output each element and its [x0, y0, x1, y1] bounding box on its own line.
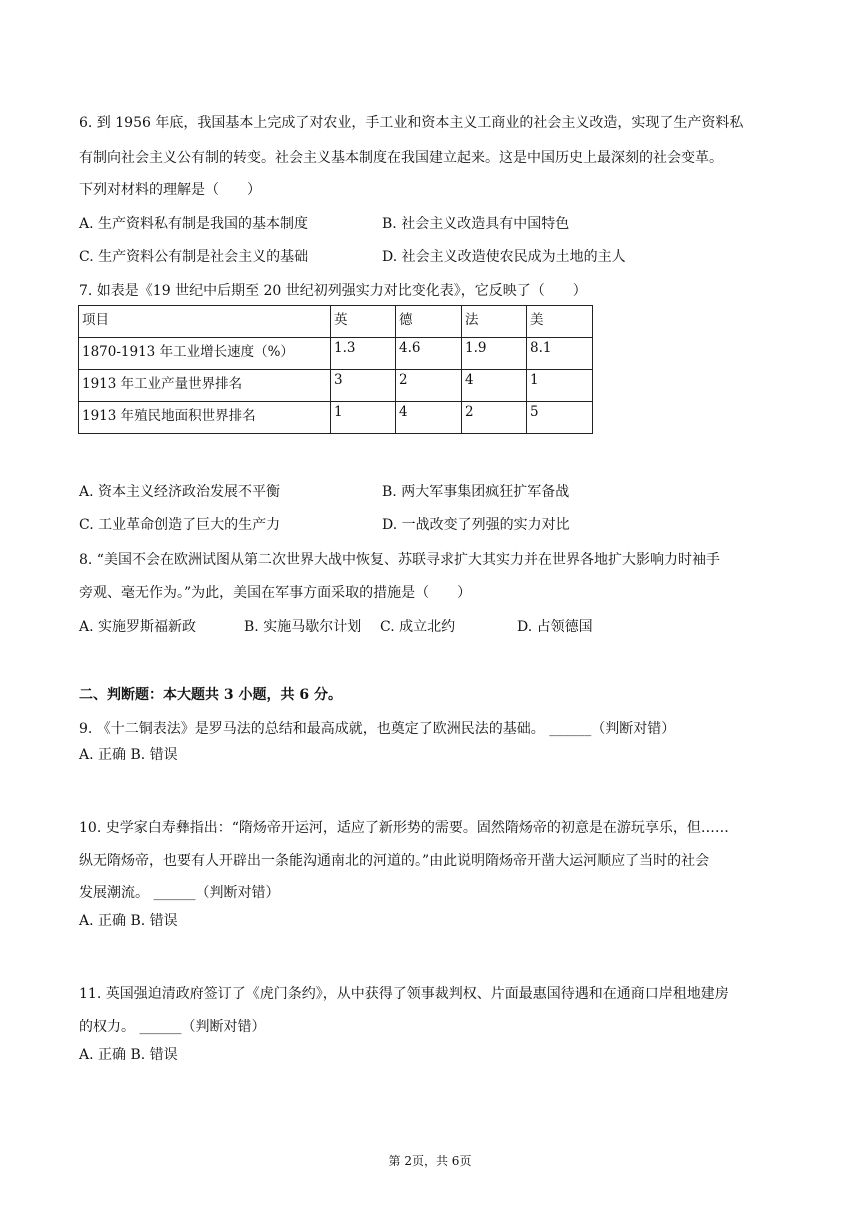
table-cell: 3: [331, 370, 396, 402]
q10-stem-line-3: 发展潮流。 ______（判断对错）: [79, 885, 280, 901]
table-header-cell: 项目: [79, 306, 331, 338]
q10-stem-line-2: 纵无隋炀帝，也要有人开辟出一条能沟通南北的河道的。”由此说明隋炀帝开凿大运河顺应了当时的社会: [79, 853, 710, 869]
table-header-cell: 法: [462, 306, 527, 338]
table-cell: 8.1: [527, 338, 593, 370]
table-row: [79, 338, 593, 370]
table-cell: 4.6: [396, 338, 462, 370]
q8-option-a: A. 实施罗斯福新政: [79, 619, 197, 635]
q6-option-b: B. 社会主义改造具有中国特色: [382, 216, 570, 232]
table-cell: 4: [396, 402, 462, 434]
q8-option-d: D. 占领德国: [517, 619, 593, 635]
q6-option-c: C. 生产资料公有制是社会主义的基础: [79, 249, 309, 265]
table-header-cell: 美: [527, 306, 593, 338]
table-header-cell: 德: [396, 306, 462, 338]
page-number: 第 2页，共 6页: [388, 1154, 472, 1168]
table-cell: 4: [462, 370, 527, 402]
section-title: 二、判断题：本大题共 3 小题，共 6 分。: [79, 687, 342, 703]
table-cell: 2: [462, 402, 527, 434]
q6-option-a: A. 生产资料私有制是我国的基本制度: [79, 216, 309, 232]
table-header-cell: 英: [331, 306, 396, 338]
q11-stem-line-1: 11. 英国强迫清政府签订了《虎门条约》，从中获得了领事裁判权、片面最惠国待遇和在通商口岸租地建房: [79, 986, 729, 1002]
q7-option-a: A. 资本主义经济政治发展不平衡: [79, 484, 281, 500]
q10-options: A. 正确 B. 错误: [79, 913, 178, 929]
power-comparison-table: [78, 305, 593, 434]
q9-options: A. 正确 B. 错误: [79, 747, 178, 763]
q8-option-c: C. 成立北约: [380, 619, 456, 635]
q11-options: A. 正确 B. 错误: [79, 1047, 178, 1063]
q7-stem: 7. 如表是《19 世纪中后期至 20 世纪初列强实力对比变化表》，它反映了（ ）: [79, 283, 587, 299]
table-cell: 1: [527, 370, 593, 402]
q7-option-b: B. 两大军事集团疯狂扩军备战: [382, 484, 570, 500]
table-cell: 5: [527, 402, 593, 434]
table-cell: 1870-1913 年工业增长速度（%）: [79, 338, 331, 370]
table-header-row: [79, 306, 593, 338]
q6-option-d: D. 社会主义改造使农民成为土地的主人: [382, 249, 626, 265]
table-cell: 1.3: [331, 338, 396, 370]
q8-stem-line-1: 8. “美国不会在欧洲试图从第二次世界大战中恢复、苏联寻求扩大其实力并在世界各地扩大影响力时袖手: [79, 552, 720, 568]
q6-stem-line-1: 6. 到 1956 年底，我国基本上完成了对农业，手工业和资本主义工商业的社会主义改造，实现了生产资料私: [79, 115, 744, 131]
table-row: [79, 402, 593, 434]
table-cell: 1913 年工业产量世界排名: [79, 370, 331, 402]
table-cell: 2: [396, 370, 462, 402]
table-cell: 1913 年殖民地面积世界排名: [79, 402, 331, 434]
q9-stem: 9. 《十二铜表法》是罗马法的总结和最高成就，也奠定了欧洲民法的基础。 ______（判断对错）: [79, 721, 676, 737]
q6-stem-line-3: 下列对材料的理解是（ ）: [79, 182, 261, 198]
q10-stem-line-1: 10. 史学家白寿彝指出：“隋炀帝开运河，适应了新形势的需要。固然隋炀帝的初意是在游玩享乐，但……: [79, 820, 729, 836]
table-cell: 1.9: [462, 338, 527, 370]
q11-stem-line-2: 的权力。 ______（判断对错）: [79, 1019, 266, 1035]
table-row: [79, 370, 593, 402]
q7-option-d: D. 一战改变了列强的实力对比: [382, 517, 570, 533]
q8-option-b: B. 实施马歇尔计划: [244, 619, 362, 635]
table-cell: 1: [331, 402, 396, 434]
q6-stem-line-2: 有制向社会主义公有制的转变。社会主义基本制度在我国建立起来。这是中国历史上最深刻的社会变革。: [79, 150, 723, 166]
q8-stem-line-2: 旁观、毫无作为。”为此，美国在军事方面采取的措施是（ ）: [79, 585, 472, 601]
q7-option-c: C. 工业革命创造了巨大的生产力: [79, 517, 281, 533]
